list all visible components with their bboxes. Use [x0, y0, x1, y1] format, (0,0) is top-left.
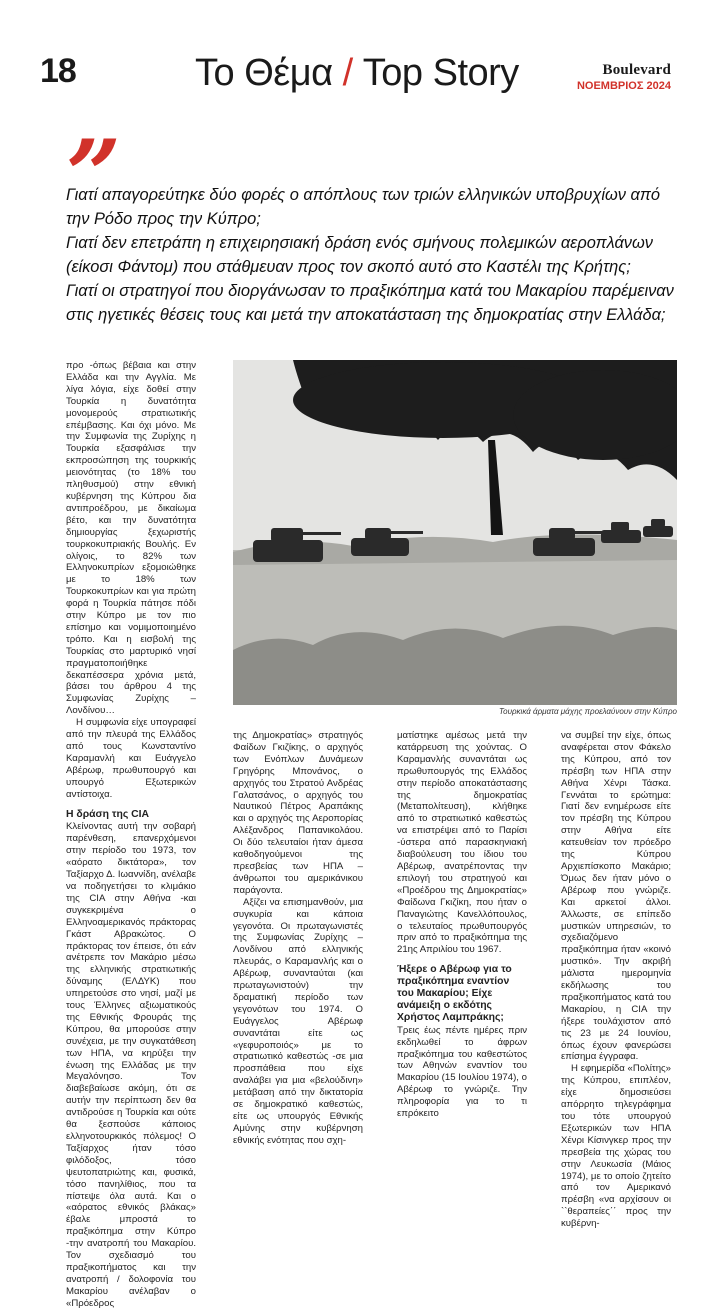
section-title-english: Top Story	[362, 52, 519, 94]
paragraph: προ -όπως βέβαια και στην Ελλάδα και την Αγγλία. Με λίγα λόγια, είχε δοθεί στην Τουρκία η δυνατότητα μονομερούς στρατιωτικής επέμβασης. Και όχι μόνο. Με την Συμφωνία της Ζυρίχης η Τουρκία εξασφάλισε την εκπροσώπηση της τουρκικής μειονότητας (το 18% του πληθυσμού) στην εθνική κυβέρνηση της Κύπρου δια αντιπροέδρου, με δικαίωμα βέτο, και την δυνατότητα δημιουργίας ξεχωριστής τουρκοκυπριακής Βουλής. Εν ολίγοις, το 82% των Ελληνοκυπρίων εξομοιώθηκε με το 18% των Τουρκοκυπρίων και για πρώτη φορά η Τουρκία πάτησε πόδι στην Κύπρο με τον πιο επίσημο και νομιμοποιημένο τρόπο. Και η εισβολή της Τουρκίας στο μαρτυρικό νησί πραγματοποιήθηκε δεκαπέσσερα χρόνια μετά, βάσει του άρθρου 4 της Συμφωνίας Ζυρίχης – Λονδίνου…	[66, 360, 196, 717]
pull-quote-line: Γιατί οι στρατηγοί που διοργάνωσαν το πραξικόπημα κατά του Μακαρίου παρέμειναν στις ηγετικές θέσεις τους και μετά την αποκατάσταση της δημοκρατίας στην Ελλάδα;	[66, 282, 674, 324]
pull-quote-line: Γιατί απαγορεύτηκε δύο φορές ο απόπλους των τριών ελληνικών υποβρυχίων από την Ρόδο προς την Κύπρο;	[66, 186, 660, 228]
photo-caption: Τουρκικά άρματα μάχης προελαύνουν στην Κύπρο	[498, 707, 677, 716]
paragraph: Τρεις έως πέντε ημέρες πριν εκδηλωθεί το άφρων πραξικόπημα του καθεστώτος των Αθηνών εναντίον του Μακαρίου (15 Ιουλίου 1974), ο Αβέρωφ το γνώριζε. Την πληροφορία για το τι επρόκειτο	[397, 1024, 527, 1120]
subheading: Ήξερε ο Αβέρωφ για το πραξικόπημα εναντίον του Μακαρίου; Είχε ανάμειξη ο εκδότης Χρήστος Λαμπράκης;	[397, 964, 512, 1023]
article-column-1	[66, 360, 196, 1310]
pull-quote	[66, 183, 676, 327]
section-slash: /	[342, 52, 353, 94]
subheading: Η δράση της CIA	[66, 808, 150, 820]
paragraph: Η εφημερίδα «Πολίτης» της Κύπρου, επιπλέον, είχε δημοσιεύσει απόρρητο τηλεγράφημα του τότε υπουργού Εξωτερικών των ΗΠΑ Χένρι Κίσινγκερ προς την πρεσβεία της χώρας του στην Λευκωσία (Μάιος 1974), με το οποίο ζητείτο από τον Αμερικανό πρέσβη «να αρχίσουν οι ``θεραπείες΄΄ προς την κυβέρνη-	[561, 1063, 671, 1230]
issue-date: ΝΟΕΜΒΡΙΟΣ 2024	[576, 80, 671, 92]
paragraph: Αξίζει να επισημανθούν, μια συγκυρία και κάποια γεγονότα. Οι πρωταγωνιστές της Συμφωνίας Ζυρίχης – Λονδίνου από ελληνικής πλευράς, ο Καραμανλής και ο Αβέρωφ, συνανταύται (και πρωταγωνιστούν) την δραματική περίοδο των γεγονότων του 1974. Ο Ευάγγελος Αβέρωφ συναντάται είτε ως «γεφυροποιός» με το στρατιωτικό καθεστώς -σε μια προσπάθεια που είχε αναλάβει για μια «βελούδινη» μετάβαση από την δικτατορία σε δημοκρατικό καθεστώς, είτε ως υπουργός Εθνικής Αμύνης στην κυβέρνηση εθνικής ενότητας που σχη-	[233, 896, 363, 1146]
tanks-photo	[233, 360, 677, 705]
masthead	[577, 62, 671, 92]
article-column-4	[561, 730, 671, 1230]
paragraph: Κλείνοντας αυτή την σοβαρή παρένθεση, επανερχόμενοι στην περίοδο του 1973, τον «αόρατο δικτάτορα», τον Ταξίαρχο Δ. Ιωαννίδη, ανέλαβε να ποδηγετήσει το κλιμάκιο της CIA στην Αθήνα -και συγκεκριμένα ο Ελληνοαμερικανός πράκτορας Γκάστ Αβρακώτος. Ο πράκτορας τον έπεισε, ότι εάν ανέτρεπε τον Μακάριο μέσω της ελληνικής στρατιωτικής δύναμης (ΕΛΔΥΚ) που υπηρετούσε στο νησί, μαζί με τους Έλληνες αξιωματικούς της Εθνικής Φρουράς της Κύπρου, θα μπορούσε στην συνέχεια, με την συγκατάθεση των ΗΠΑ, να κηρύξει την ένωση της Ελλάδας με την Μεγαλόνησο. Τον διαβεβαίωσε ακόμη, ότι σε αυτήν την περίπτωση δεν θα αντιδρούσε η Τουρκία και ούτε θα ξεσπούσε κάποιος ελληνοτουρκικός πόλεμος! Ο Ταξίαρχος ήταν τόσο φιλόδοξος, τόσο ψευτοπατριώτης και, φυσικά, τόσο πανηλίθιος, που τα πίστεψε όλα αυτά. Και ο «αόρατος εθνικός βλάκας» έβαλε μπροστά το πραξικόπημα στην Κύπρο -την ανατροπή του Μακαρίου. Τον σχεδιασμό του πραξικοπήματος και την ανατροπή / δολοφονία του Μακαρίου ανέλαβαν ο «Πρόεδρος	[66, 821, 196, 1309]
paragraph: ματίστηκε αμέσως μετά την κατάρρευση της χούντας. Ο Καραμανλής συναντάται ως πρωθυπουργός της Ελλάδος στην περίοδο αποκατάστασης της δημοκρατίας (Μεταπολίτευση), κλήθηκε από το στρατιωτικό καθεστώς να επιστρέψει από το Παρίσι -ύστερα από παρασκηνιακή διαβούλευση του ίδιου του Αβέρωφ, ανατρέποντας την επιλογή του στρατηγού και «Προέδρου της Δημοκρατίας» Φαίδωνα Γκιζίκη, που ήταν ο Παναγιώτης Κανελλόπουλος, ο τελευταίος πρωθυπουργός πριν από το πραξικόπημα της 21ης Απριλίου του 1967.	[397, 730, 527, 956]
paragraph: να συμβεί την είχε, όπως αναφέρεται στον Φάκελο της Κύπρου, από τον πρέσβη των ΗΠΑ στην Αθήνα Χένρι Τάσκα. Γεννάται το ερώτημα: Γιατί δεν ενημέρωσε είτε τον πρέσβη της Κύπρου στην Αθήνα είτε κατευθείαν τον πρόεδρο της Κύπρου Αρχιεπίσκοπο Μακάριο; Όμως δεν ήταν μόνο ο Αβέρωφ που γνώριζε. Και αρκετοί άλλοι. Άλλωστε, σε επίπεδο μυστικών υπηρεσιών, το σχεδιαζόμενο πραξικόπημα ήταν «κοινό μυστικό». Την ακριβή μάλιστα ημερομηνία εκδήλωσης του πραξικοπήματος κατά του Μακαρίου, η CIA την ήξερε τουλάχιστον από τις 23 με 24 Ιουνίου, όπως έχουν φανερώσει επίσημα έγγραφα.	[561, 730, 671, 1063]
section-title-greek: Το Θέμα	[195, 52, 333, 94]
page-number: 18	[40, 52, 76, 90]
pull-quote-line: Γιατί δεν επετράπη η επιχειρησιακή δράση ενός σμήνους πολεμικών αεροπλάνων (είκοσι Φάντομ) που στάθμευαν προς τον σκοπό αυτό στο Καστέλι της Κρήτης;	[66, 234, 653, 276]
article-column-2	[233, 730, 363, 1147]
paragraph: Η συμφωνία είχε υπογραφεί από την πλευρά της Ελλάδος από τους Κωνσταντίνο Καραμανλή και Ευάγγελο Αβέρωφ, πρωθυπουργό και υπουργό Εξωτερικών αντίστοιχα.	[66, 717, 196, 800]
article-column-3	[397, 730, 527, 1120]
section-title	[195, 52, 519, 95]
brand-logo: Boulevard	[602, 62, 671, 78]
quote-mark-icon: ”	[66, 119, 122, 232]
paragraph: της Δημοκρατίας» στρατηγός Φαίδων Γκιζίκης, ο αρχηγός των Ενόπλων Δυνάμεων Γρηγόρης Μπονάνος, ο αρχηγός του Στρατού Ανδρέας Γαλατσάνος, ο αρχηγός του Ναυτικού Πέτρος Αραπάκης και ο αρχηγός της Αεροπορίας Αλέξανδρος Παπανικολάου. Οι δύο τελευταίοι ήταν άμεσα καθοδηγούμενοι της πρεσβείας των ΗΠΑ –άνθρωποι του αμερικάνικου παράγοντα.	[233, 730, 363, 896]
